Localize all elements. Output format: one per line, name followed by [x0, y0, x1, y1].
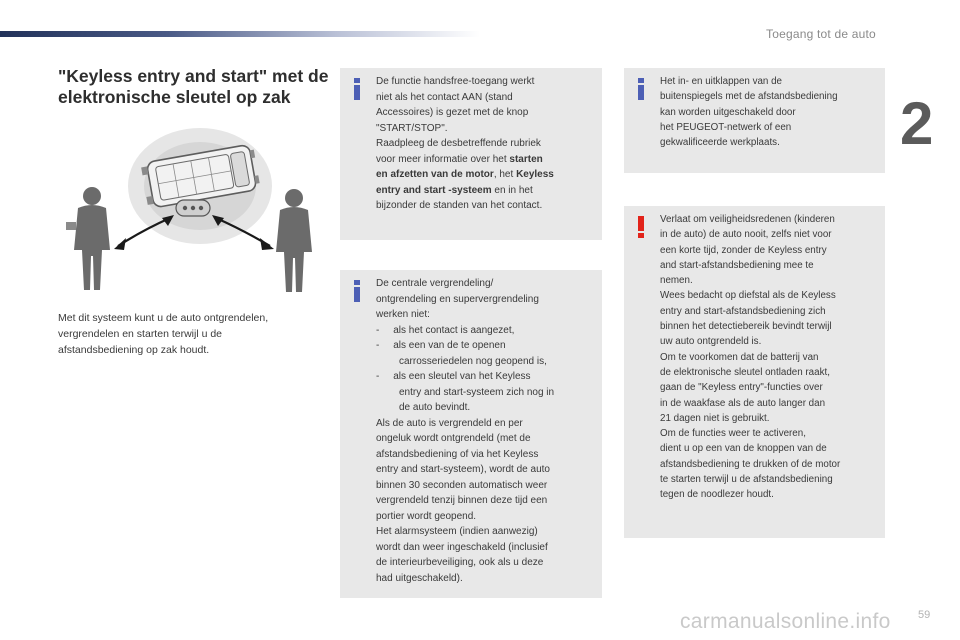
text-line: De centrale vergrendeling/	[376, 278, 494, 289]
text-line: kan worden uitgeschakeld door	[660, 106, 796, 118]
text-line: Om te voorkomen dat de batterij van	[660, 351, 819, 363]
warning-icon	[636, 216, 646, 238]
title-line-1: "Keyless entry and start" met de	[58, 66, 329, 86]
text-line: in de auto) de auto nooit, zelfs niet voor	[660, 229, 832, 241]
text-line: Het alarmsysteem (indien aanwezig)	[376, 526, 538, 537]
text-line: tegen de noodlezer houdt.	[660, 489, 774, 501]
text-line: Wees bedacht op diefstal als de Keyless	[660, 290, 836, 302]
text-line: nemen.	[660, 275, 693, 287]
bold-term: entry and start -systeem	[376, 184, 492, 196]
text-line: Accessoires) is gezet met de knop	[376, 107, 529, 118]
watermark: carmanualsonline.info	[680, 610, 891, 633]
bold-term: en afzetten van de motor	[376, 169, 494, 180]
text-line: 21 dagen niet is gebruikt.	[660, 412, 770, 424]
bullet-line: - als een van de te openen	[376, 340, 506, 351]
text-line: Het in- en uitklappen van de	[660, 76, 782, 87]
info-icon	[352, 78, 362, 100]
text-line: Verlaat om veiligheidsredenen (kinderen	[660, 214, 835, 225]
info-icon	[352, 280, 362, 302]
person-left-icon	[66, 187, 110, 290]
chapter-number: 2	[900, 90, 934, 157]
intro-paragraph	[58, 310, 328, 358]
text-line: een korte tijd, zonder de Keyless entry	[660, 244, 827, 256]
text-line: entry and start-systeem), wordt de auto	[376, 464, 550, 475]
text-line: "START/STOP".	[376, 122, 448, 134]
page-number: 59	[918, 609, 931, 621]
text-line: in de waakfase als de auto langer dan	[660, 397, 826, 409]
intro-line: vergrendelen en starten terwijl u de	[58, 328, 223, 340]
bullet-line: - als een sleutel van het Keyless	[376, 371, 531, 382]
text-line: werken niet:	[376, 309, 430, 320]
info-box-mirrors	[624, 68, 885, 173]
text-line: entry and start -systeem en in het	[376, 184, 533, 196]
bold-term: Keyless	[516, 169, 554, 180]
text-line: gekwalificeerde werkplaats.	[660, 137, 780, 149]
text-line: afstandsbediening of via het Keyless	[376, 448, 539, 460]
header-color-bar	[0, 31, 480, 37]
text-line: De functie handsfree-toegang werkt	[376, 76, 535, 87]
bullet-line: de auto bevindt.	[399, 402, 471, 413]
key-fob-icon	[176, 200, 210, 216]
text-line: voor meer informatie over het starten	[376, 153, 543, 165]
text-line: binnen het detectiebereik bevindt terwijl	[660, 321, 832, 333]
text-line: Als de auto is vergrendeld en per	[376, 417, 523, 429]
text-line: wordt dan weer ingeschakeld (inclusief	[376, 541, 548, 553]
text-line: de interieurbeveiliging, ook als u deze	[376, 557, 544, 568]
info-box-handsfree	[340, 68, 602, 240]
text-line: het PEUGEOT-netwerk of een	[660, 121, 792, 133]
text-line: Raadpleeg de desbetreffende rubriek	[376, 138, 541, 149]
text-line: Om de functies weer te activeren,	[660, 428, 806, 440]
text-line: de elektronische sleutel ontladen raakt,	[660, 366, 830, 378]
keyless-illustration	[58, 118, 328, 298]
text-line: ontgrendeling en supervergrendeling	[376, 293, 539, 305]
text-line: and start-afstandsbediening mee te	[660, 259, 814, 271]
text-line: had uitgeschakeld).	[376, 572, 463, 584]
section-title: Toegang tot de auto	[766, 27, 876, 41]
page-title	[58, 66, 338, 108]
text-line: entry and start-afstandsbediening zich	[660, 305, 826, 317]
intro-line: Met dit systeem kunt u de auto ontgrendelen,	[58, 312, 269, 324]
text-line: te starten terwijl u de afstandsbediening	[660, 474, 833, 486]
text-line: vergrendeld tenzij binnen deze tijd een	[376, 495, 548, 506]
intro-line: afstandsbediening op zak houdt.	[58, 344, 210, 356]
text-line: buitenspiegels met de afstandsbediening	[660, 91, 838, 103]
person-right-icon	[276, 189, 312, 292]
info-icon	[636, 78, 646, 100]
text-line: dient u op een van de knoppen van de	[660, 443, 827, 455]
bullet-line: carrosseriedelen nog geopend is,	[399, 355, 547, 367]
warning-box-safety	[624, 206, 885, 538]
bullet-line: - als het contact is aangezet,	[376, 324, 515, 336]
bold-term: starten	[509, 153, 543, 165]
text-line: uw auto ontgrendeld is.	[660, 336, 762, 348]
text-line: ongeluk wordt ontgrendeld (met de	[376, 433, 531, 444]
text-line: bijzonder de standen van het contact.	[376, 200, 543, 211]
info-box-central-locking	[340, 270, 602, 598]
text-line: en afzetten van de motor, het Keyless	[376, 169, 554, 180]
text-line: afstandsbediening te drukken of de motor	[660, 458, 841, 470]
title-line-2: elektronische sleutel op zak	[58, 87, 291, 107]
text-line: binnen 30 seconden automatisch weer	[376, 479, 548, 491]
text-line: gaan de "Keyless entry"-functies over	[660, 382, 823, 394]
text-line: portier wordt geopend.	[376, 510, 477, 522]
bullet-line: entry and start-systeem zich nog in	[399, 386, 555, 398]
text-line: niet als het contact AAN (stand	[376, 91, 513, 103]
